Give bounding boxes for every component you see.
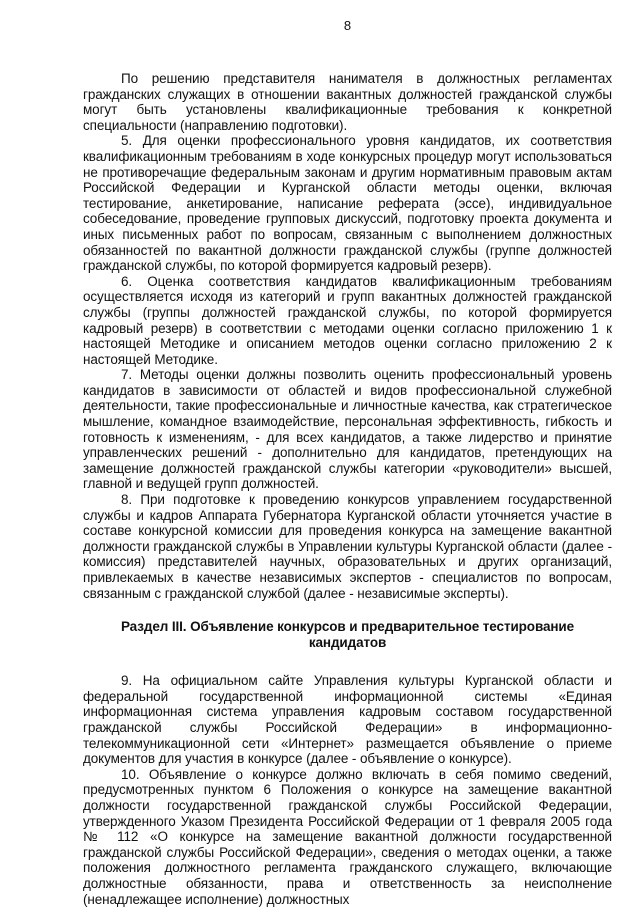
- paragraph-10: 10. Объявление о конкурсе должно включать в себя помимо сведений, предусмотренных пунктом 6 Положения о конкурсе на замещение вакантной должности государственной гражданской службы Российской Федерации, утвержденного Указом Президента Российской Федерации от 1 февраля 2005 года № 112 «О конкурсе на замещение вакантной должности государственной гражданской службы Российской Федерации», сведения о методах оценки, а также положения должностного регламента гражданского служащего, включающие должностные обязанности, права и ответственность за неисполнение (ненадлежащее исполнение) должностных: [83, 766, 612, 907]
- paragraph-6: 6. Оценка соответствия кандидатов квалификационным требованиям осуществляется исходя из категорий и групп вакантных должностей гражданской службы (группы должностей гражданской службы, по которой формируется кадровый резерв) в соответствии с методами оценки согласно приложению 1 к настоящей Методике и описанием методов оценки согласно приложению 2 к настоящей Методике.: [83, 273, 612, 367]
- paragraph-9: 9. На официальном сайте Управления культуры Курганской области и федеральной государственной информационной системы «Единая информационная система управления кадровым составом государственной гражданской службы Российской Федерации» в информационно-телекоммуникационной сети «Интернет» размещается объявление о приеме документов для участия в конкурсе (далее - объявление о конкурсе).: [83, 673, 612, 767]
- paragraph-5: 5. Для оценки профессионального уровня кандидатов, их соответствия квалификационным требованиям в ходе конкурсных процедур могут использоваться не противоречащие федеральным законам и другим нормативным правовым актам Российской Федерации и Курганской области методы оценки, включая тестирование, анкетирование, написание реферата (эссе), индивидуальное собеседование, проведение групповых дискуссий, подготовку проекта документа и иных письменных работ по вопросам, связанным с выполнением должностных обязанностей по вакантной должности гражданской службы (группе должностей гражданской службы, по которой формируется кадровый резерв).: [83, 133, 612, 274]
- paragraph-positions-qualification: По решению представителя нанимателя в должностных регламентах гражданских служащих в отношении вакантных должностей гражданской службы могут быть установлены квалификационные требования к конкретной специальности (направлению подготовки).: [83, 71, 612, 133]
- section-heading: Раздел III. Объявление конкурсов и предварительное тестирование кандидатов: [120, 619, 575, 651]
- paragraph-7: 7. Методы оценки должны позволить оценить профессиональный уровень кандидатов в зависимости от областей и видов профессиональной служебной деятельности, такие профессиональные и личностные качества, как стратегическое мышление, командное взаимодействие, персональная эффективность, гибкость и готовность к изменениям, - для всех кандидатов, а также лидерство и принятие управленческих решений - дополнительно для кандидатов, претендующих на замещение должностей гражданской службы категории «руководители» высшей, главной и ведущей групп должностей.: [83, 367, 612, 492]
- paragraph-8: 8. При подготовке к проведению конкурсов управлением государственной службы и кадров Аппарата Губернатора Курганской области уточняется участие в составе конкурсной комиссии для проведения конкурса на замещение вакантной должности гражданской службы в Управлении культуры Курганской области (далее - комиссия) представителей научных, образовательных и других организаций, привлекаемых в качестве независимых экспертов - специалистов по вопросам, связанным с гражданской службой (далее - независимые эксперты).: [83, 492, 612, 601]
- page-number: 8: [343, 18, 352, 33]
